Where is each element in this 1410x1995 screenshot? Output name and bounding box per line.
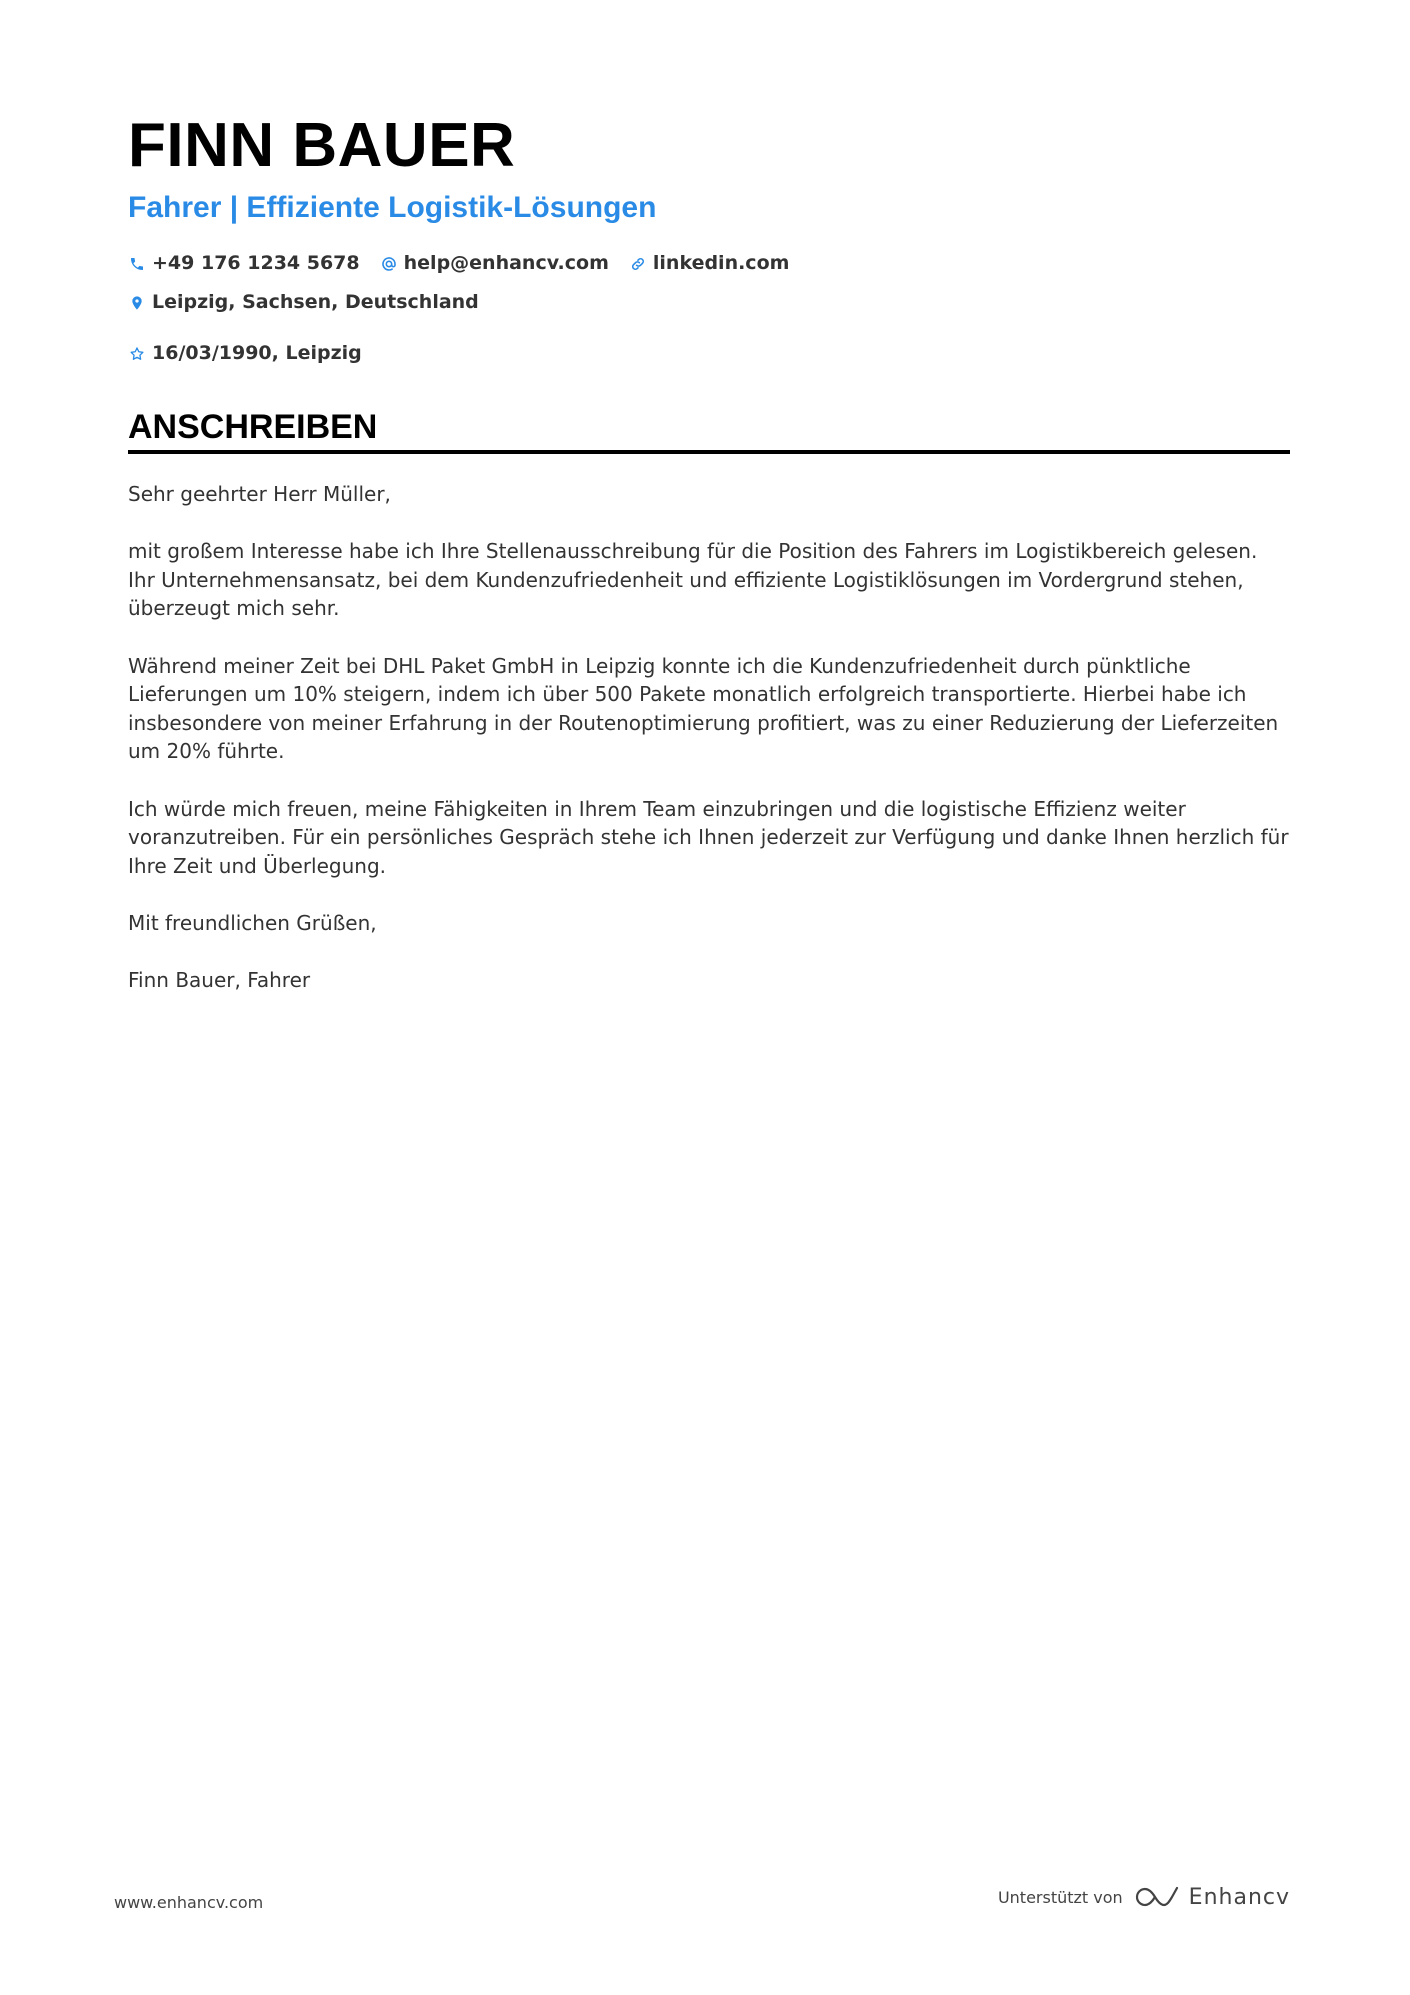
section-divider <box>128 450 1290 454</box>
phone-text: +49 176 1234 5678 <box>152 252 360 274</box>
phone-icon <box>128 255 146 273</box>
letter-salutation: Sehr geehrter Herr Müller, <box>128 482 391 506</box>
candidate-name: FINN BAUER <box>128 111 516 180</box>
footer-website[interactable]: www.enhancv.com <box>114 1893 264 1912</box>
birth-text: 16/03/1990, Leipzig <box>152 342 362 364</box>
contact-location <box>128 289 479 316</box>
enhancv-logo[interactable] <box>1135 1884 1290 1910</box>
letter-paragraph-2: Während meiner Zeit bei DHL Paket GmbH in Leipzig konnte ich die Kundenzufriedenheit durch pünktliche Lieferungen um 10% steigern, indem ich über 500 Pakete monatlich erfolgreich transportierte. Hierbei habe ich insbesondere von meiner Erfahrung in der Routenoptimierung profitiert, was zu einer Reduzierung der Lieferzeiten um 20% führte. <box>128 653 1279 764</box>
cover-letter-section <box>128 406 1290 1023</box>
enhancv-logo-icon <box>1135 1884 1179 1910</box>
contact-email[interactable] <box>380 250 609 277</box>
candidate-subtitle: Fahrer | Effiziente Logistik-Lösungen <box>128 191 657 224</box>
map-pin-icon <box>128 294 146 312</box>
letter-closing: Mit freundlichen Grüßen, <box>128 910 377 935</box>
letter-signature: Finn Bauer, Fahrer <box>128 968 311 993</box>
letter-paragraph-1: mit großem Interesse habe ich Ihre Stellenausschreibung für die Position des Fahrers im Logistikbereich gelesen. Ihr Unternehmensansatz, bei dem Kundenzufriedenheit und effiziente Logistiklösungen im Vordergrund stehen, überzeugt mich sehr. <box>128 539 1258 621</box>
powered-by-label: Unterstützt von <box>997 1887 1123 1907</box>
contact-birth <box>128 340 362 367</box>
section-title: ANSCHREIBEN <box>128 408 378 446</box>
link-icon <box>629 255 647 273</box>
letter-paragraph-3: Ich würde mich freuen, meine Fähigkeiten in Ihrem Team einzubringen und die logistische Effizienz weiter voranzutreiben. Für ein persönliches Gespräch stehe ich Ihnen jederzeit zur Verfügung und danke Ihnen herzlich für Ihre Zeit und Überlegung. <box>128 796 1289 878</box>
email-text[interactable]: help@enhancv.com <box>403 252 609 274</box>
at-icon <box>380 255 398 273</box>
contact-phone <box>128 250 360 277</box>
brand-name: Enhancv <box>1188 1884 1290 1910</box>
contact-linkedin[interactable] <box>629 250 790 277</box>
star-icon <box>128 345 146 363</box>
header <box>128 108 1290 367</box>
footer-powered-by <box>998 1884 1290 1910</box>
linkedin-text[interactable]: linkedin.com <box>652 252 790 274</box>
contact-info <box>128 250 1128 367</box>
letter-body <box>128 480 1290 995</box>
location-text: Leipzig, Sachsen, Deutschland <box>152 291 479 313</box>
